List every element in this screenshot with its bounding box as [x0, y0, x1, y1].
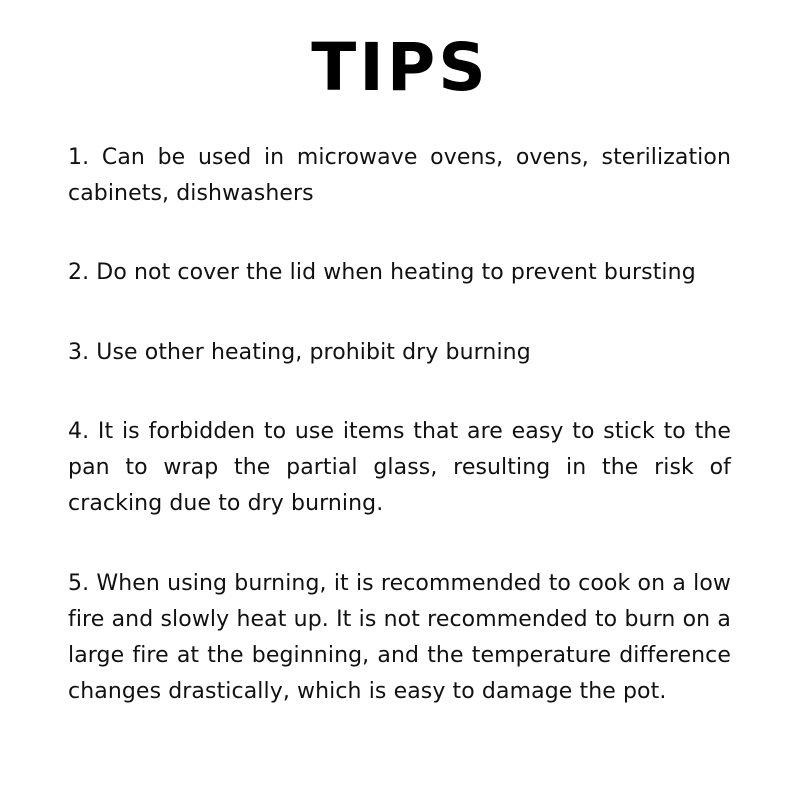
tip-item-2: 2. Do not cover the lid when heating to prevent bursting — [68, 260, 696, 285]
tip-item-1: 1. Can be used in microwave ovens, ovens, sterilization cabinets, dishwashers — [68, 145, 731, 206]
page-title: TIPS — [311, 29, 489, 106]
tip-item-3: 3. Use other heating, prohibit dry burning — [68, 340, 531, 365]
tip-item-5: 5. When using burning, it is recommended to cook on a low fire and slowly heat up. It is not recommended to burn on a large fire at the beginning, and the temperature difference changes drastically, which is easy to damage the pot. — [68, 571, 731, 704]
tip-item-4: 4. It is forbidden to use items that are easy to stick to the pan to wrap the partial glass, resulting in the risk of cracking due to dry burning. — [68, 419, 731, 516]
